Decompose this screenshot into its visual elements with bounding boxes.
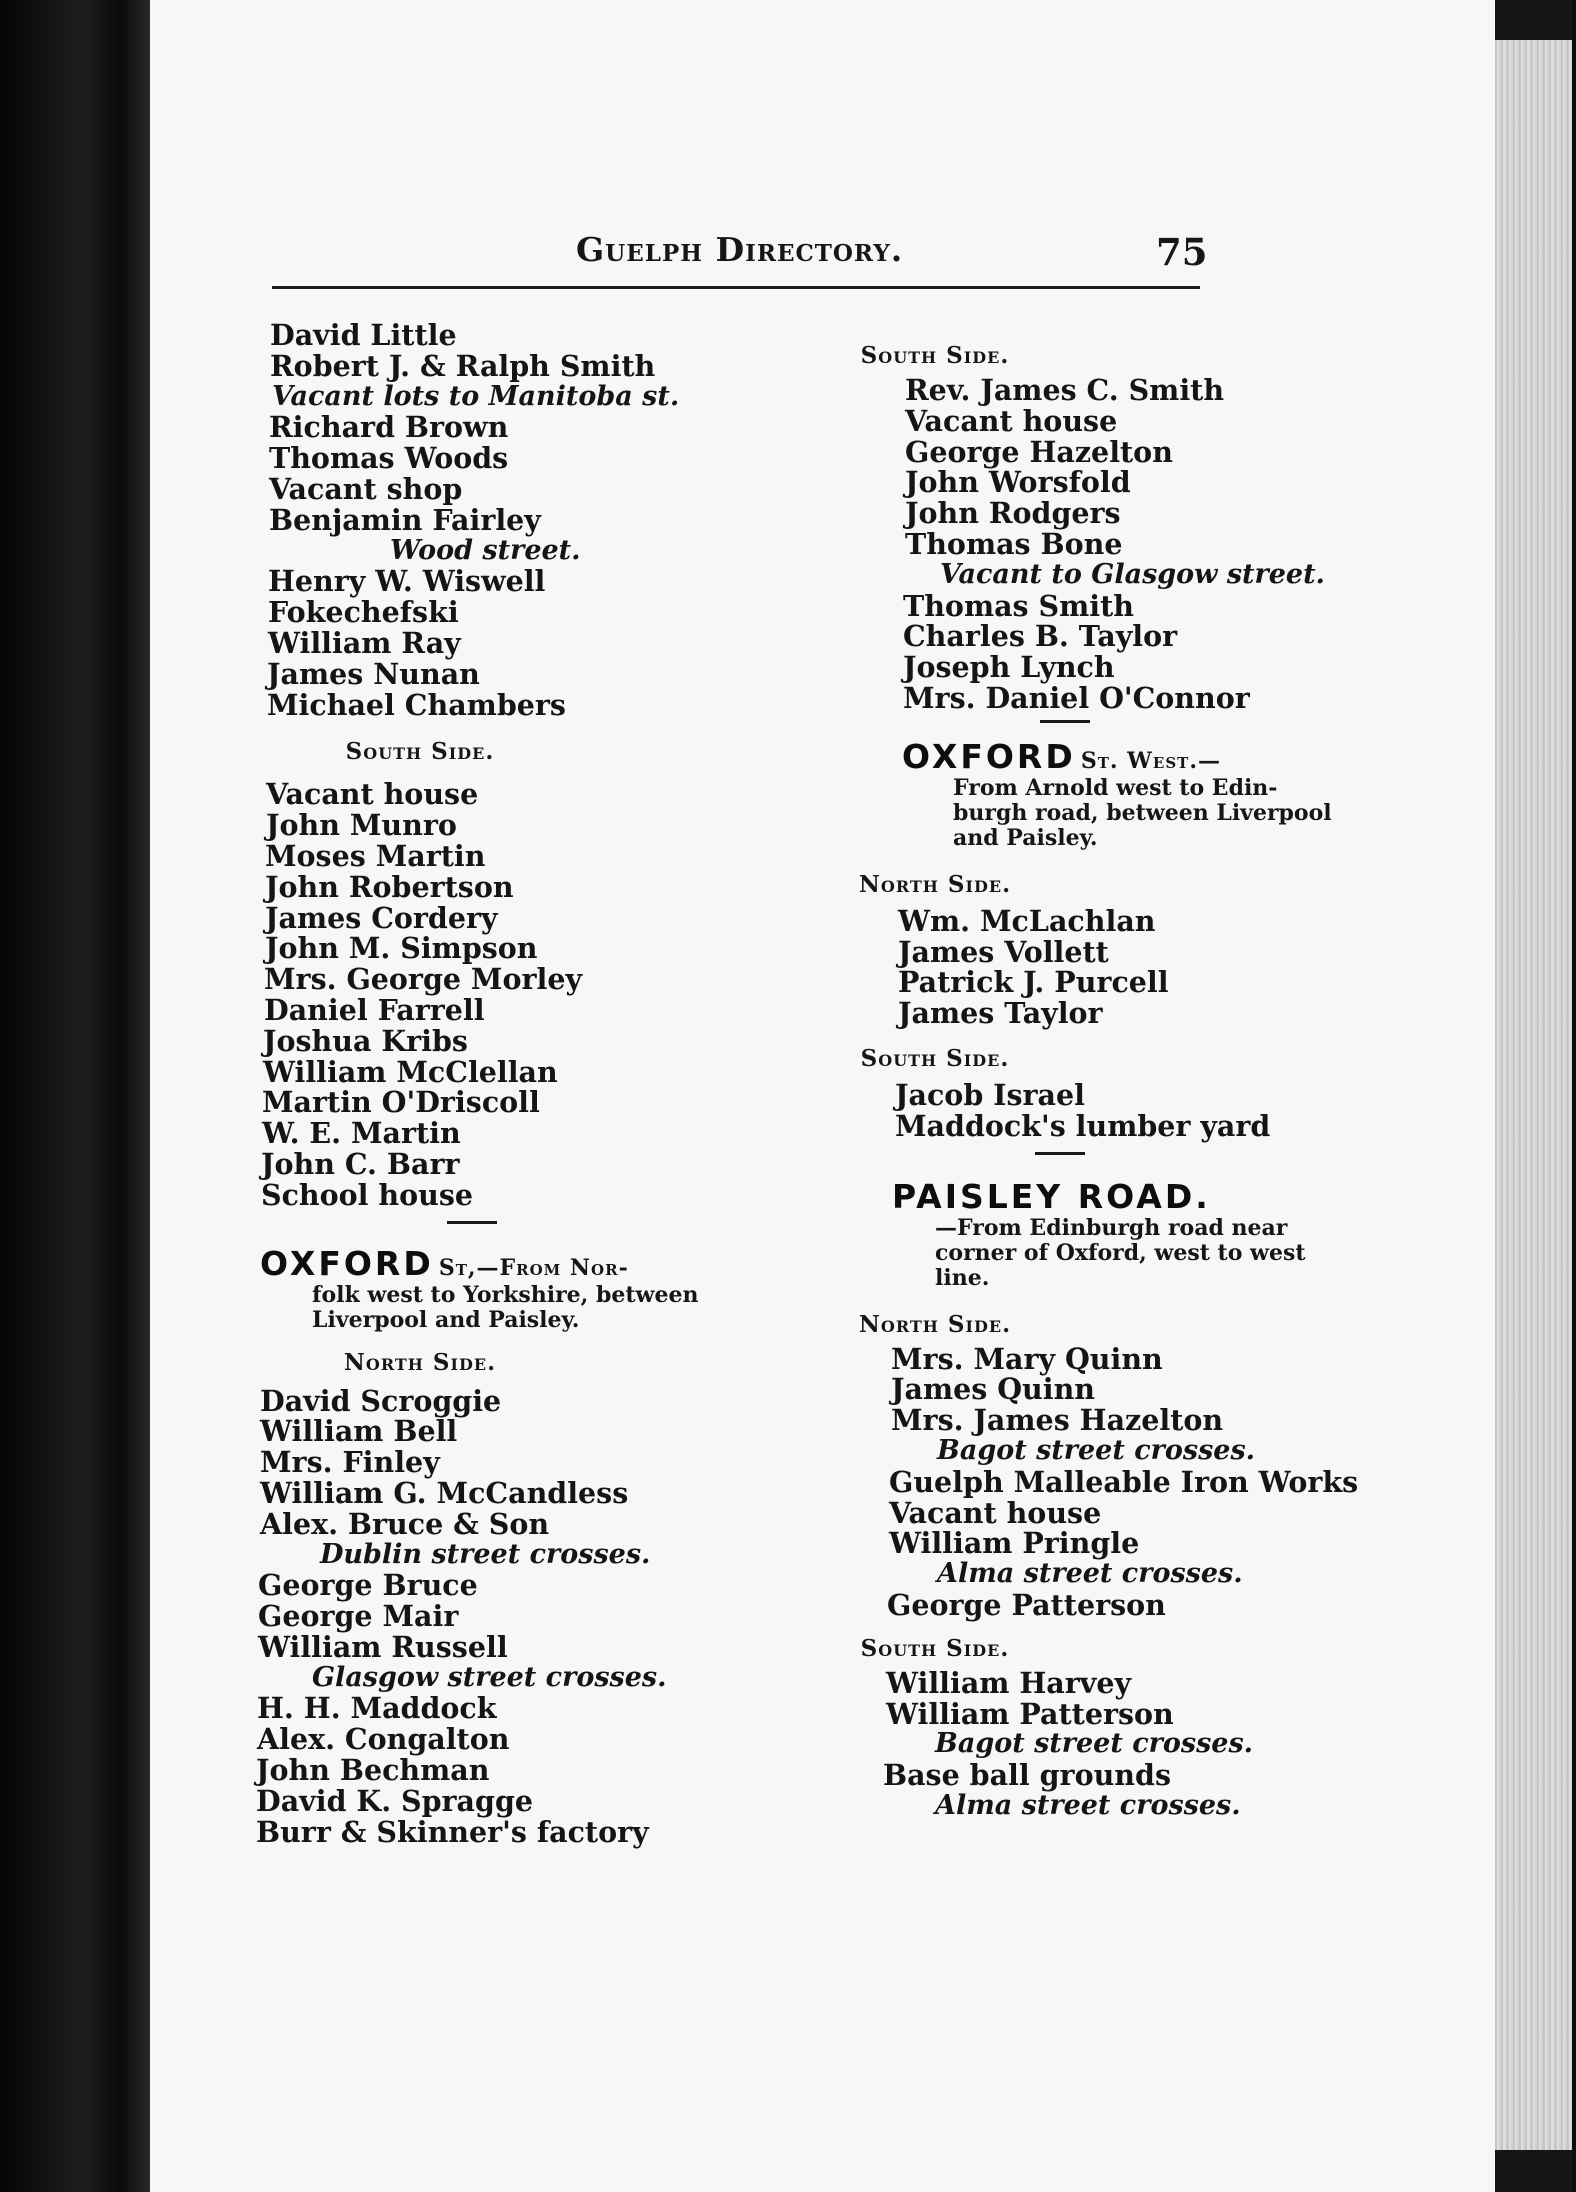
list-item: David Little [270,318,457,352]
list-item: Benjamin Fairley [269,502,541,537]
section-divider [1035,1152,1085,1155]
street-description: —From Edinburgh road near corner of Oxford, west to west line. [935,1214,1306,1291]
list-item: George Bruce [258,1568,478,1603]
street-note: Glasgow street crosses. [312,1661,667,1693]
street-note: Dublin street crosses. [320,1538,651,1570]
list-item: William Patterson [886,1696,1174,1731]
list-item: Michael Chambers [267,687,566,722]
page-header [150,230,1495,290]
list-item: Guelph Malleable Iron Works [889,1464,1359,1499]
list-item: David Scroggie [260,1383,502,1418]
list-item: William Ray [268,625,461,660]
list-item: James Nunan [267,656,480,691]
list-item: Joseph Lynch [903,650,1115,685]
list-item: John Worsfold [905,465,1131,500]
list-item: William Bell [260,1414,458,1449]
right-dark-border [1572,0,1576,2192]
list-item: Alex. Congalton [257,1722,510,1757]
street-note: Alma street crosses. [935,1789,1241,1821]
left-column [256,318,740,1849]
list-item: John Robertson [265,869,514,904]
street-note: Alma street crosses. [937,1558,1243,1590]
list-item: Moses Martin [265,838,486,873]
street-name: OXFORD [902,736,1076,776]
list-item: John Munro [266,808,457,843]
list-item: William Russell [258,1629,508,1664]
list-item: Fokechefski [268,595,459,630]
header-rule [272,286,1200,289]
list-item: Jacob Israel [895,1077,1085,1112]
list-item: James Taylor [898,996,1103,1031]
list-item: Vacant house [905,403,1118,438]
street-heading-paisley-road [892,1177,1365,1216]
list-item: James Quinn [891,1372,1096,1407]
list-item: John Bechman [256,1753,490,1788]
list-item: James Vollett [898,934,1109,969]
list-item: Rev. James C. Smith [905,373,1225,407]
list-item: Richard Brown [269,410,509,445]
list-item: Mrs. Mary Quinn [891,1341,1163,1376]
list-item: H. H. Maddock [257,1691,497,1726]
section-label-south-side: South Side. [345,738,495,766]
directory-page [150,0,1495,2192]
list-item: Thomas Woods [269,441,509,476]
street-description: From Arnold west to Edin- burgh road, between Liverpool and Paisley. [953,774,1332,851]
section-label-north-side: North Side. [858,870,1012,898]
list-item: Henry W. Wiswell [268,564,546,599]
list-item: William Pringle [889,1526,1140,1561]
list-item: Mrs. Daniel O'Connor [903,680,1250,715]
street-name: OXFORD [260,1243,434,1283]
section-label-south-side: South Side. [860,1044,1010,1072]
street-suffix: St,—From Nor- [438,1254,629,1281]
list-item: George Hazelton [905,434,1173,469]
section-label-south-side: South Side. [860,342,1010,369]
list-item: John C. Barr [261,1146,460,1181]
list-item: Thomas Bone [905,526,1123,561]
street-note: Bagot street crosses. [935,1728,1254,1760]
right-column [725,320,1365,1822]
street-description: folk west to Yorkshire, between Liverpool and Paisley. [312,1281,699,1333]
section-divider [447,1221,497,1224]
list-item: William G. McCandless [260,1475,629,1510]
list-item: William McClellan [263,1054,558,1089]
list-item: Daniel Farrell [264,992,485,1027]
section-label-north-side: North Side. [343,1348,497,1376]
street-note: Vacant lots to Manitoba st. [272,380,680,412]
list-item: Charles B. Taylor [903,619,1178,654]
list-item: James Cordery [265,900,498,935]
street-note: Vacant to Glasgow street. [940,558,1325,590]
list-item: Mrs. James Hazelton [891,1403,1224,1438]
page-number: 75 [1156,230,1208,274]
list-item: Thomas Smith [903,588,1134,623]
running-title: Guelph Directory. [576,230,904,269]
list-item: Robert J. & Ralph Smith [270,348,656,383]
list-item: Patrick J. Purcell [898,965,1169,1000]
list-item: Alex. Bruce & Son [260,1506,550,1541]
list-item: Wm. McLachlan [898,903,1156,938]
street-name: PAISLEY ROAD. [892,1176,1211,1216]
list-item: John Rodgers [905,496,1121,531]
street-note: Bagot street crosses. [937,1434,1256,1466]
street-heading-oxford [260,1244,740,1283]
book-spine-shadow [0,0,150,2192]
list-item: George Mair [258,1599,459,1634]
list-item: School house [261,1177,474,1212]
list-item: W. E. Martin [262,1116,461,1151]
list-item: Vacant house [889,1495,1102,1530]
street-suffix: St. West.— [1080,747,1221,774]
list-item: Joshua Kribs [263,1023,468,1058]
list-item: Mrs. George Morley [264,962,583,997]
list-item: George Patterson [887,1587,1166,1622]
list-item: Vacant shop [269,471,463,506]
section-divider [1040,720,1090,723]
list-item: Burr & Skinner's factory [256,1814,649,1849]
street-heading-oxford-west [902,737,1365,776]
section-label-north-side: North Side. [858,1310,1012,1338]
section-label-south-side: South Side. [860,1634,1010,1662]
street-note: Wood street. [390,534,581,566]
list-item: John M. Simpson [265,931,538,966]
list-item: William Harvey [886,1665,1132,1700]
list-item: Base ball grounds [883,1758,1171,1793]
list-item: David K. Spragge [256,1783,534,1818]
list-item: Martin O'Driscoll [262,1085,540,1120]
list-item: Mrs. Finley [260,1445,440,1480]
list-item: Maddock's lumber yard [895,1108,1271,1143]
list-item: Vacant house [266,777,479,812]
